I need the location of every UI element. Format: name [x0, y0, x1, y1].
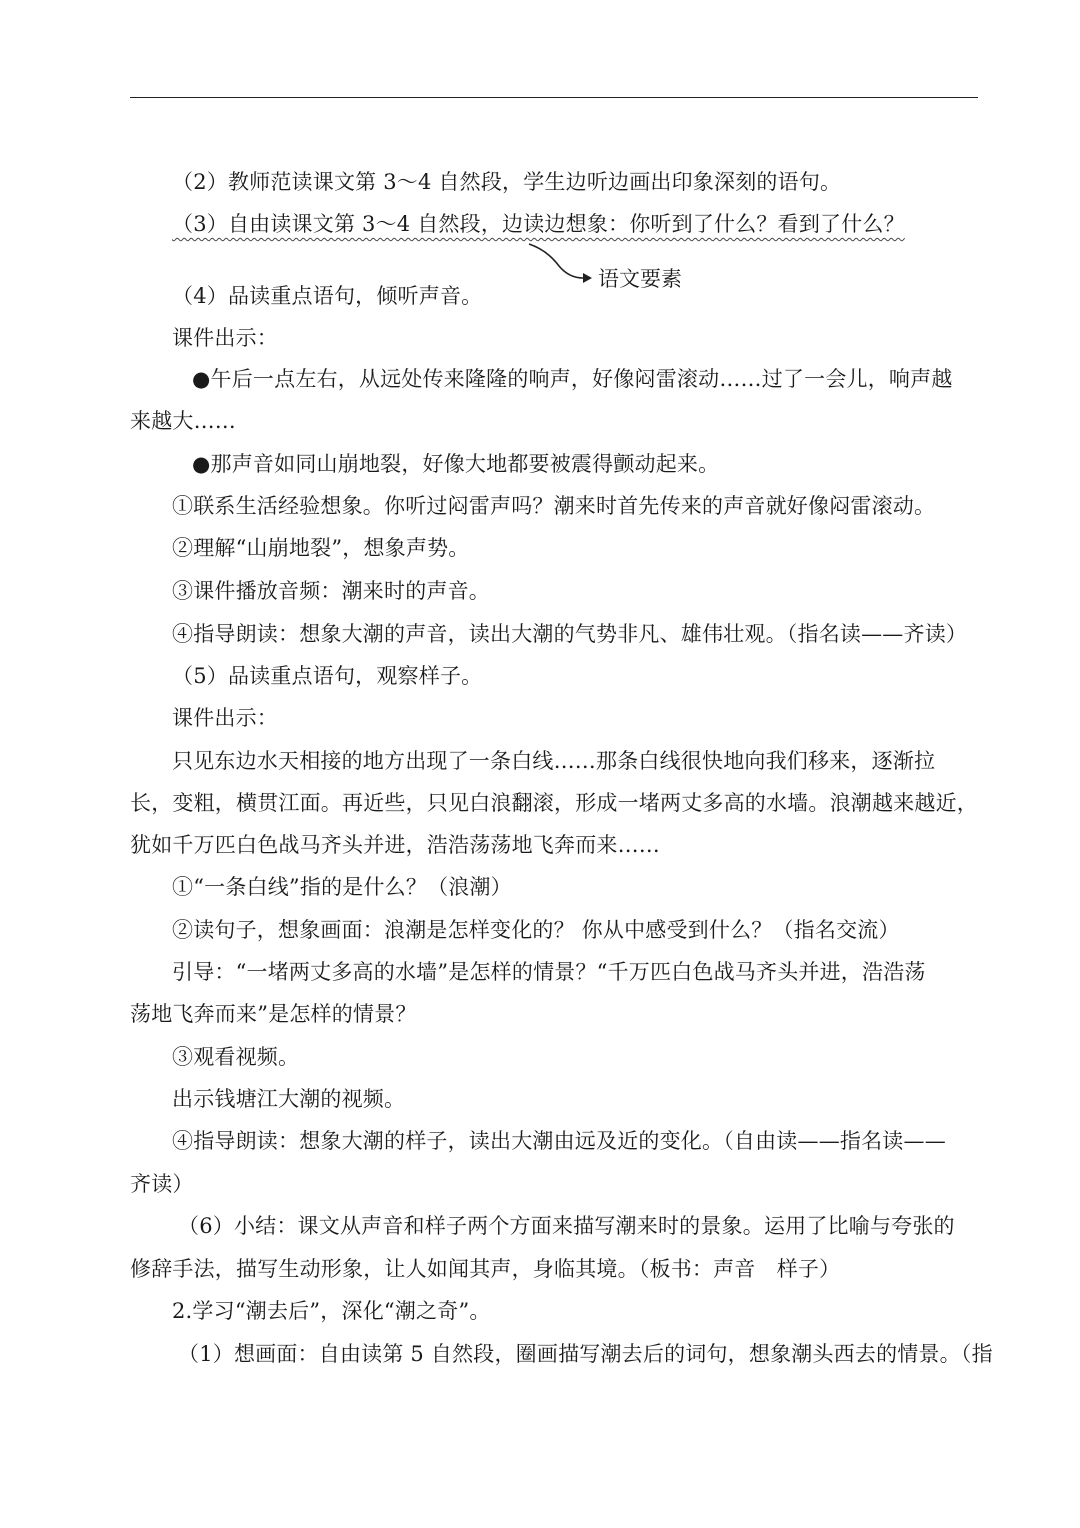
text-line: 犹如千万匹白色战马齐头并进，浩浩荡荡地飞奔而来…… [130, 833, 660, 857]
text-line: 来越大…… [130, 409, 236, 433]
text-line: 课件出示： [172, 326, 278, 350]
text-line: ①“一条白线”指的是什么？（浪潮） [172, 875, 512, 899]
annotation-label: 语文要素 [598, 267, 682, 291]
text-line: （1）想画面：自由读第 5 自然段，圈画描写潮去后的词句，想象潮头西去的情景。（指 [178, 1342, 993, 1366]
text-line-wavy-underlined [172, 209, 1020, 239]
annotation-arrow-icon [525, 240, 595, 290]
header-rule [130, 97, 978, 98]
text-line: 只见东边水天相接的地方出现了一条白线……那条白线很快地向我们移来，逐渐拉 [172, 749, 936, 773]
text-line: ①联系生活经验想象。你听过闷雷声吗？潮来时首先传来的声音就好像闷雷滚动。 [172, 494, 936, 518]
text-line: 修辞手法，描写生动形象，让人如闻其声，身临其境。（板书：声音 样子） [130, 1257, 841, 1281]
text-line: ②理解“山崩地裂”，想象声势。 [172, 536, 470, 560]
text-line: ④指导朗读：想象大潮的声音，读出大潮的气势非凡、雄伟壮观。（指名读——齐读） [172, 622, 968, 646]
text-line: 出示钱塘江大潮的视频。 [172, 1087, 406, 1111]
text-line: ●那声音如同山崩地裂，好像大地都要被震得颤动起来。 [192, 452, 720, 476]
text-line: ●午后一点左右，从远处传来隆隆的响声，好像闷雷滚动……过了一会儿，响声越 [192, 367, 953, 391]
text-line: 课件出示： [172, 706, 278, 730]
text-line: ③课件播放音频：潮来时的声音。 [172, 579, 490, 603]
text-line: （6）小结：课文从声音和样子两个方面来描写潮来时的景象。运用了比喻与夸张的 [178, 1214, 955, 1238]
text-line: 引导：“一堵两丈多高的水墙”是怎样的情景？“千万匹白色战马齐头并进，浩浩荡 [172, 960, 926, 984]
text-line: （2）教师范读课文第 3～4 自然段，学生边听边画出印象深刻的语句。 [172, 170, 842, 194]
text-line: ③观看视频。 [172, 1045, 300, 1069]
text-line: （5）品读重点语句，观察样子。 [172, 664, 483, 688]
text-line: 长，变粗，横贯江面。再近些，只见白浪翻滚，形成一堵两丈多高的水墙。浪潮越来越近， [130, 791, 978, 815]
wavy-underlined-text: （3）自由读课文第 3～4 自然段，边读边想象：你听到了什么？看到了什么？ [172, 212, 905, 236]
text-line: （4）品读重点语句，倾听声音。 [172, 284, 483, 308]
text-line: 荡地飞奔而来”是怎样的情景？ [130, 1002, 417, 1026]
text-line: ④指导朗读：想象大潮的样子，读出大潮由远及近的变化。（自由读——指名读—— [172, 1129, 946, 1153]
text-line: ②读句子，想象画面：浪潮是怎样变化的？ 你从中感受到什么？（指名交流） [172, 918, 900, 942]
text-line: 齐读） [130, 1172, 194, 1196]
text-line: 2.学习“潮去后”，深化“潮之奇”。 [172, 1299, 491, 1323]
